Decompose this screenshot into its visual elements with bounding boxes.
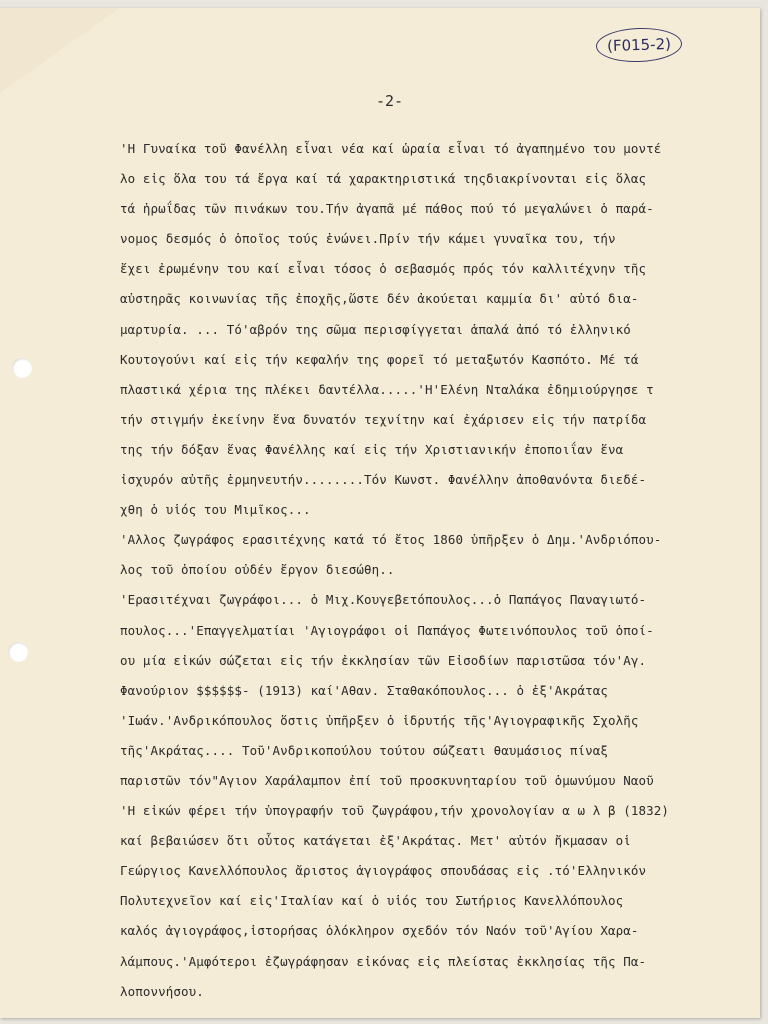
- text-line: πλαστικά χέρια της πλέκει δαντέλλα.....'Η'Ελένη Νταλάκα ἐδημιούργησε τ: [120, 381, 654, 397]
- text-line: λο εἰς ὅλα του τά ἔργα καί τά χαρακτηριστικά τηςδιακρίνονται εἰς ὅλας: [120, 171, 647, 187]
- text-line: Κουτογούνι καί εἰς τήν κεφαλήν της φορεῖ τό μεταξωτόν Κασπότο. Μέ τά: [120, 351, 639, 367]
- text-line: τήν στιγμήν ἐκείνην ἕνα δυνατόν τεχνίτην καί ἐχάρισεν εἰς τήν πατρίδα: [120, 411, 647, 427]
- punch-hole-top: [12, 358, 32, 378]
- text-line: λάμπους.'Αμφότεροι ἐζωγράφησαν εἰκόνας εἰς πλείστας ἐκκλησίας τῆς Πα-: [120, 953, 647, 969]
- archive-reference-label: (F015-2): [595, 27, 682, 64]
- text-line: τῆς'Ακράτας.... Τοῦ'Ανδρικοπούλου τούτου σώζεατι θαυμάσιος πίναξ: [120, 742, 609, 758]
- document-page: [0, 8, 760, 1018]
- punch-hole-bottom: [8, 642, 28, 662]
- typed-text-body: [120, 134, 760, 1007]
- text-line: 'Ιωάν.'Ανδρικόπουλος ὅστις ὑπῆρξεν ὁ ἱδρυτής τῆς'Αγιογραφικῆς Σχολῆς: [120, 712, 639, 728]
- text-line: 'Αλλος ζωγράφος ερασιτέχνης κατά τό ἔτος 1860 ὑπῆρξεν ὁ Δημ.'Ανδριόπου-: [120, 532, 662, 548]
- text-line: τά ἡρωΐδας τῶν πινάκων του.Τήν ἀγαπᾶ μέ πάθος πού τό μεγαλώνει ὁ παρά-: [120, 201, 654, 217]
- text-line: μαρτυρία. ... Τό'αβρόν της σῶμα περισφίγγεται ἁπαλά ἀπό τό ἑλληνικό: [120, 321, 631, 337]
- text-line: λος τοῦ ὁποίου οὐδέν ἔργον διεσώθη..: [120, 562, 395, 578]
- page-number: -2-: [376, 92, 404, 110]
- text-line: ἰσχυρόν αὐτῆς ἑρμηνευτήν........Τόν Κωνστ. Φανέλλην ἀποθανόντα διεδέ-: [120, 472, 647, 488]
- text-line: χθη ὁ υἱός του Μιμῖκος...: [120, 502, 311, 518]
- text-line: της τήν δόξαν ἕνας Φανέλλης καί εἰς τήν Χριστιανικήν ἐποποιΐαν ἕνα: [120, 441, 624, 457]
- folded-corner: [0, 8, 120, 93]
- text-line: πουλος...'Επαγγελματίαι 'Αγιογράφοι οἱ Παπάγος Φωτεινόπουλος τοῦ ὁποί-: [120, 622, 654, 638]
- text-line: αὐστηρᾶς κοινωνίας τῆς ἐποχῆς,ὥστε δέν ἀκούεται καμμία δι' αὐτό δια-: [120, 291, 639, 307]
- text-line: ἔχει ἐρωμένην του καί εἶναι τόσος ὁ σεβασμός πρός τόν καλλιτέχνην τῆς: [120, 261, 647, 277]
- text-line: Γεώργιος Κανελλόπουλος ἄριστος ἁγιογράφος σπουδάσας εἰς .τό'Ελληνικόν: [120, 863, 647, 879]
- text-line: νομος δεσμός ὁ ὁποῖος τούς ἑνώνει.Πρίν τήν κάμει γυναῖκα του, τήν: [120, 231, 616, 247]
- text-line: καί βεβαιώσεν ὅτι οὗτος κατάγεται ἐξ'Ακράτας. Μετ' αὐτόν ἤκμασαν οἱ: [120, 833, 631, 849]
- text-line: Πολυτεχνεῖον καί εἰς'Ιταλίαν καί ὁ υἱός του Σωτήριος Κανελλόπουλος: [120, 893, 624, 909]
- text-line: 'Ερασιτέχναι ζωγράφοι... ὁ Μιχ.Κουγεβετόπουλος...ὁ Παπάγος Παναγιωτό-: [120, 592, 647, 608]
- text-line: ου μία εἰκών σώζεται εἰς τήν ἐκκλησίαν τῶν Εἰσοδίων παριστῶσα τόν'Αγ.: [120, 652, 647, 668]
- text-line: 'Η Γυναίκα τοῦ Φανέλλη εἶναι νέα καί ὡραία εἶναι τό ἀγαπημένο του μοντέ: [120, 141, 662, 156]
- text-line: 'Η εἰκών φέρει τήν ὑπογραφήν τοῦ ζωγράφου,τήν χρονολογίαν α ω λ β (1832): [120, 803, 670, 819]
- text-line: Φανούριον $$$$$$- (1913) καί'Αθαν. Σταθακόπουλος... ὁ ἐξ'Ακράτας: [120, 682, 609, 698]
- text-line: παριστῶν τόν"Αγιον Χαράλαμπον ἐπί τοῦ προσκυνηταρίου τοῦ ὁμωνύμου Ναοῦ: [120, 772, 654, 788]
- text-line: καλός ἁγιογράφος,ἱστορήσας ὁλόκληρον σχεδόν τόν Ναόν τοῦ'Αγίου Χαρα-: [120, 923, 639, 939]
- text-line: λοποννήσου.: [120, 983, 204, 999]
